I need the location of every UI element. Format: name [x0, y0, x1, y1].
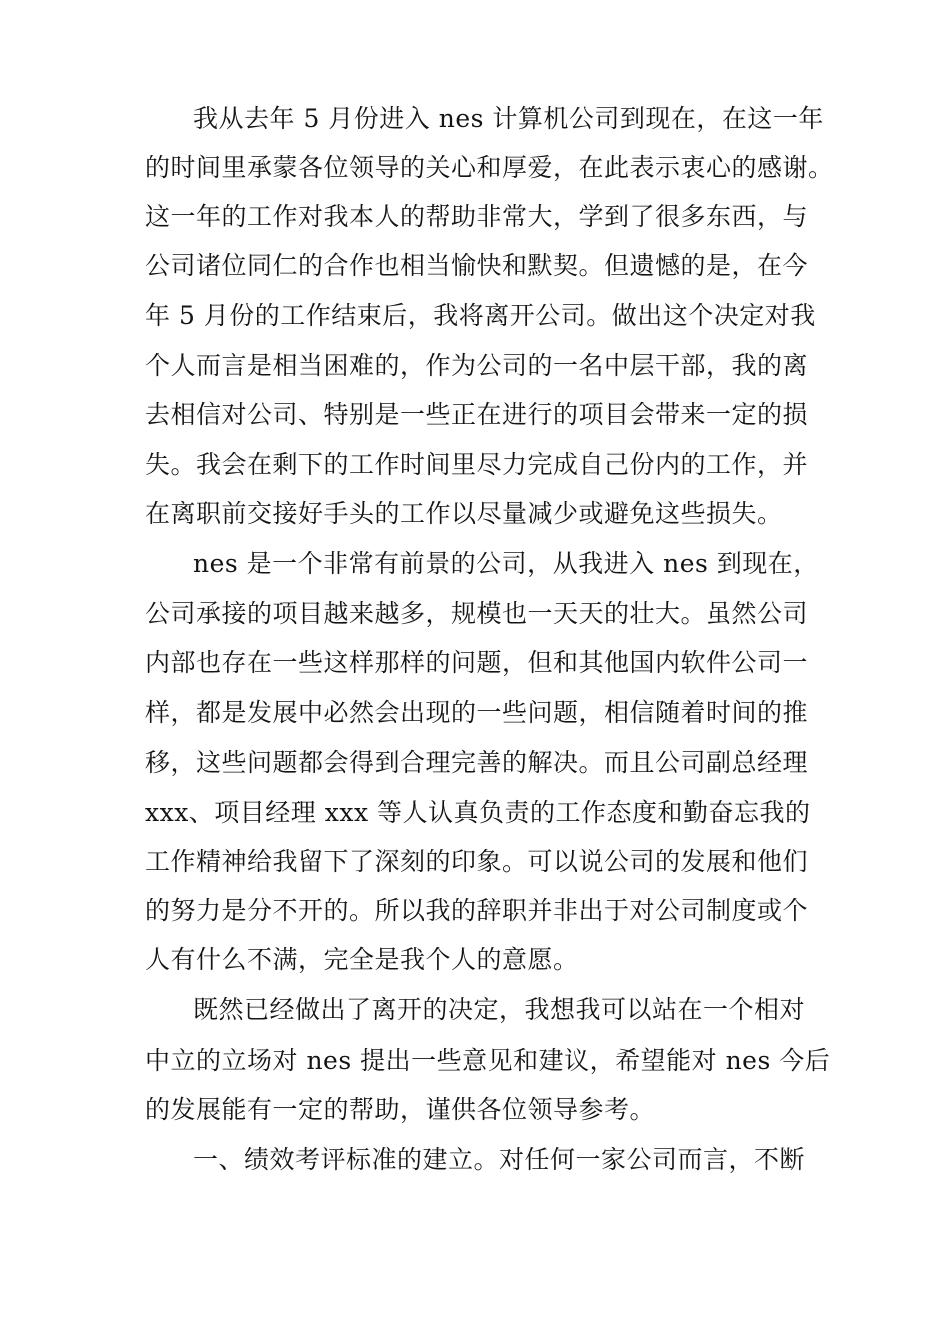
paragraph-1-line-7: 去相信对公司、特别是一些正在进行的项目会带来一定的损 [145, 400, 809, 429]
paragraph-2-line-2: 公司承接的项目越来越多，规模也一天天的壮大。虽然公司 [145, 599, 809, 628]
paragraph-1-line-4: 公司诸位同仁的合作也相当愉快和默契。但遗憾的是，在今 [145, 251, 809, 280]
paragraph-2-line-7: 工作精神给我留下了深刻的印象。可以说公司的发展和他们 [145, 847, 809, 876]
paragraph-1-line-5: 年 5 月份的工作结束后，我将离开公司。做出这个决定对我 [145, 301, 816, 330]
paragraph-3-line-2: 中立的立场对 nes 提出一些意见和建议，希望能对 nes 今后 [145, 1046, 831, 1075]
paragraph-3-line-1: 既然已经做出了离开的决定，我想我可以站在一个相对 [193, 995, 806, 1024]
paragraph-2-line-3: 内部也存在一些这样那样的问题，但和其他国内软件公司一 [145, 648, 809, 677]
paragraph-2-line-1: nes 是一个非常有前景的公司，从我进入 nes 到现在， [193, 549, 819, 578]
paragraph-2-line-9: 人有什么不满，完全是我个人的意愿。 [145, 945, 579, 974]
paragraph-3-line-3: 的发展能有一定的帮助，谨供各位领导参考。 [145, 1095, 656, 1124]
paragraph-4-line-1: 一、绩效考评标准的建立。对任何一家公司而言，不断 [193, 1145, 806, 1174]
paragraph-1-line-6: 个人而言是相当困难的，作为公司的一名中层干部，我的离 [145, 351, 809, 380]
paragraph-1-line-9: 在离职前交接好手头的工作以尽量减少或避免这些损失。 [145, 499, 783, 528]
paragraph-2-line-6: xxx、项目经理 xxx 等人认真负责的工作态度和勤奋忘我的 [145, 798, 811, 827]
paragraph-2-line-5: 移，这些问题都会得到合理完善的解决。而且公司副总经理 [145, 748, 809, 777]
paragraph-1-line-3: 这一年的工作对我本人的帮助非常大，学到了很多东西，与 [145, 202, 809, 231]
paragraph-1-line-1: 我从去年 5 月份进入 nes 计算机公司到现在，在这一年 [193, 104, 824, 133]
paragraph-1-line-8: 失。我会在剩下的工作时间里尽力完成自己份内的工作，并 [145, 450, 809, 479]
paragraph-2-line-8: 的努力是分不开的。所以我的辞职并非出于对公司制度或个 [145, 896, 809, 925]
paragraph-2-line-4: 样，都是发展中必然会出现的一些问题，相信随着时间的推 [145, 698, 809, 727]
paragraph-1-line-2: 的时间里承蒙各位领导的关心和厚爱，在此表示衷心的感谢。 [145, 153, 834, 182]
